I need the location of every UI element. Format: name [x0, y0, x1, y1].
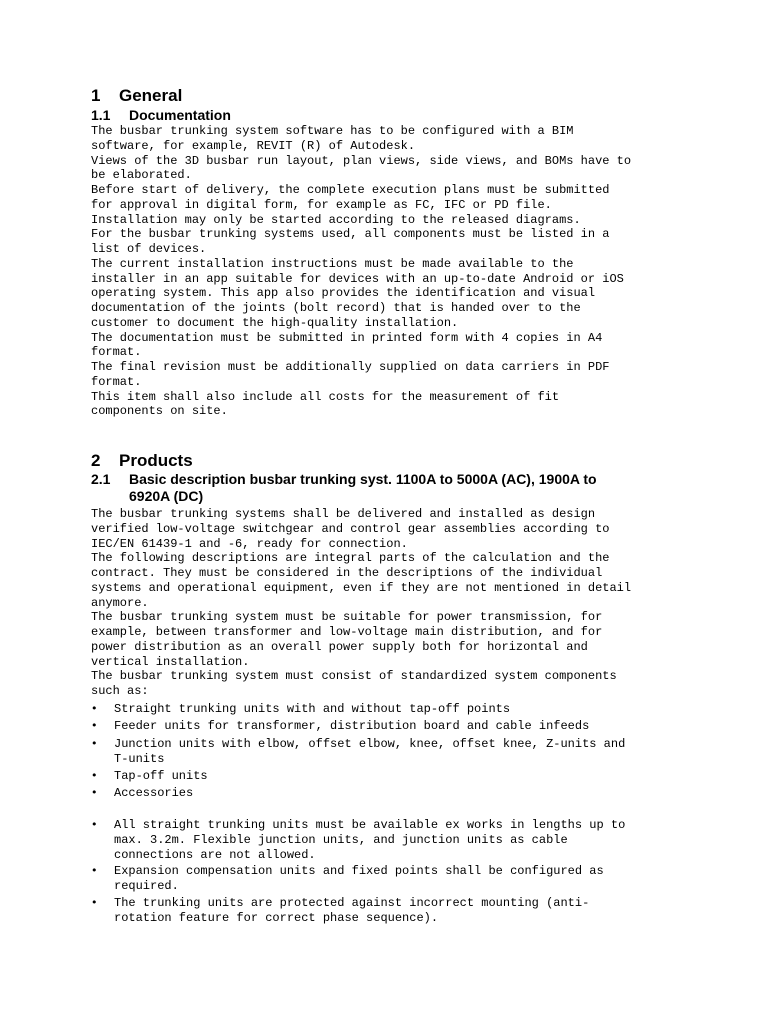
- section-2-number: 2: [91, 451, 101, 470]
- section-1-title: General: [119, 86, 183, 105]
- section-1-number: 1: [91, 86, 101, 105]
- subsection-2-1-heading: [91, 471, 597, 505]
- bullet-icon: •: [91, 818, 98, 831]
- subsection-1-1-title: Documentation: [129, 107, 231, 123]
- section-1-heading: [91, 86, 182, 106]
- products-body-text: The busbar trunking systems shall be delivered and installed as design verified low-voltage switchgear and control gear assemblies according to IEC/EN 61439-1 and -6, ready for connection. The following descriptions are integral parts of the calculation and the contract. They must be considered in the descriptions of the individual systems and operational equipment, even if they are not mentioned in detail anymore. The busbar trunking system must be suitable for power transmission, for example, between transformer and low-voltage main distribution, and for power distribution as an overall power supply both for horizontal and vertical installation. The busbar trunking system must consist of standardized system components such as:: [91, 507, 632, 698]
- bullet-icon: •: [91, 737, 98, 750]
- section-2-heading: [91, 451, 193, 471]
- documentation-body-text: The busbar trunking system software has to be configured with a BIM software, for example, REVIT (R) of Autodesk. Views of the 3D busbar run layout, plan views, side views, and BOMs have to be elaborated. Before start of delivery, the complete execution plans must be submitted for approval in digital form, for example as FC, IFC or PD file. Installation may only be started according to the released diagrams. For the busbar trunking systems used, all components must be listed in a list of devices. The current installation instructions must be made available to the installer in an app suitable for devices with an up-to-date Android or iOS operating system. This app also provides the identification and visual documentation of the joints (bolt record) that is handed over to the customer to document the high-quality installation. The documentation must be submitted in printed form with 4 copies in A4 format. The final revision must be additionally supplied on data carriers in PDF format. This item shall also include all costs for the measurement of fit components on site.: [91, 124, 632, 419]
- bullet-icon: •: [91, 786, 98, 799]
- bullet-icon: •: [91, 719, 98, 732]
- list-item-text: Feeder units for transformer, distribution board and cable infeeds: [114, 719, 590, 733]
- bullet-icon: •: [91, 702, 98, 715]
- subsection-1-1-number: 1.1: [91, 107, 111, 123]
- subsection-2-1-title-line1: Basic description busbar trunking syst. 1100A to 5000A (AC), 1900A to: [129, 471, 597, 487]
- list-item-text: Accessories: [114, 786, 194, 800]
- list-item-text: All straight trunking units must be available ex works in lengths up to max. 3.2m. Flexible junction units, and junction units as cable connections are not allowed.: [114, 818, 626, 862]
- list-item-text: Tap-off units: [114, 769, 208, 783]
- section-2-title: Products: [119, 451, 193, 470]
- subsection-2-1-title-line2: 6920A (DC): [129, 488, 204, 504]
- bullet-icon: •: [91, 769, 98, 782]
- bullet-icon: •: [91, 896, 98, 909]
- subsection-1-1-heading: [91, 107, 231, 124]
- list-item-text: Straight trunking units with and without tap-off points: [114, 702, 511, 716]
- list-item-text: Expansion compensation units and fixed points shall be configured as required.: [114, 864, 604, 893]
- list-item-text: The trunking units are protected against incorrect mounting (anti- rotation feature for correct phase sequence).: [114, 896, 590, 925]
- bullet-icon: •: [91, 864, 98, 877]
- list-item-text: Junction units with elbow, offset elbow, knee, offset knee, Z-units and T-units: [114, 737, 626, 766]
- subsection-2-1-number: 2.1: [91, 471, 111, 487]
